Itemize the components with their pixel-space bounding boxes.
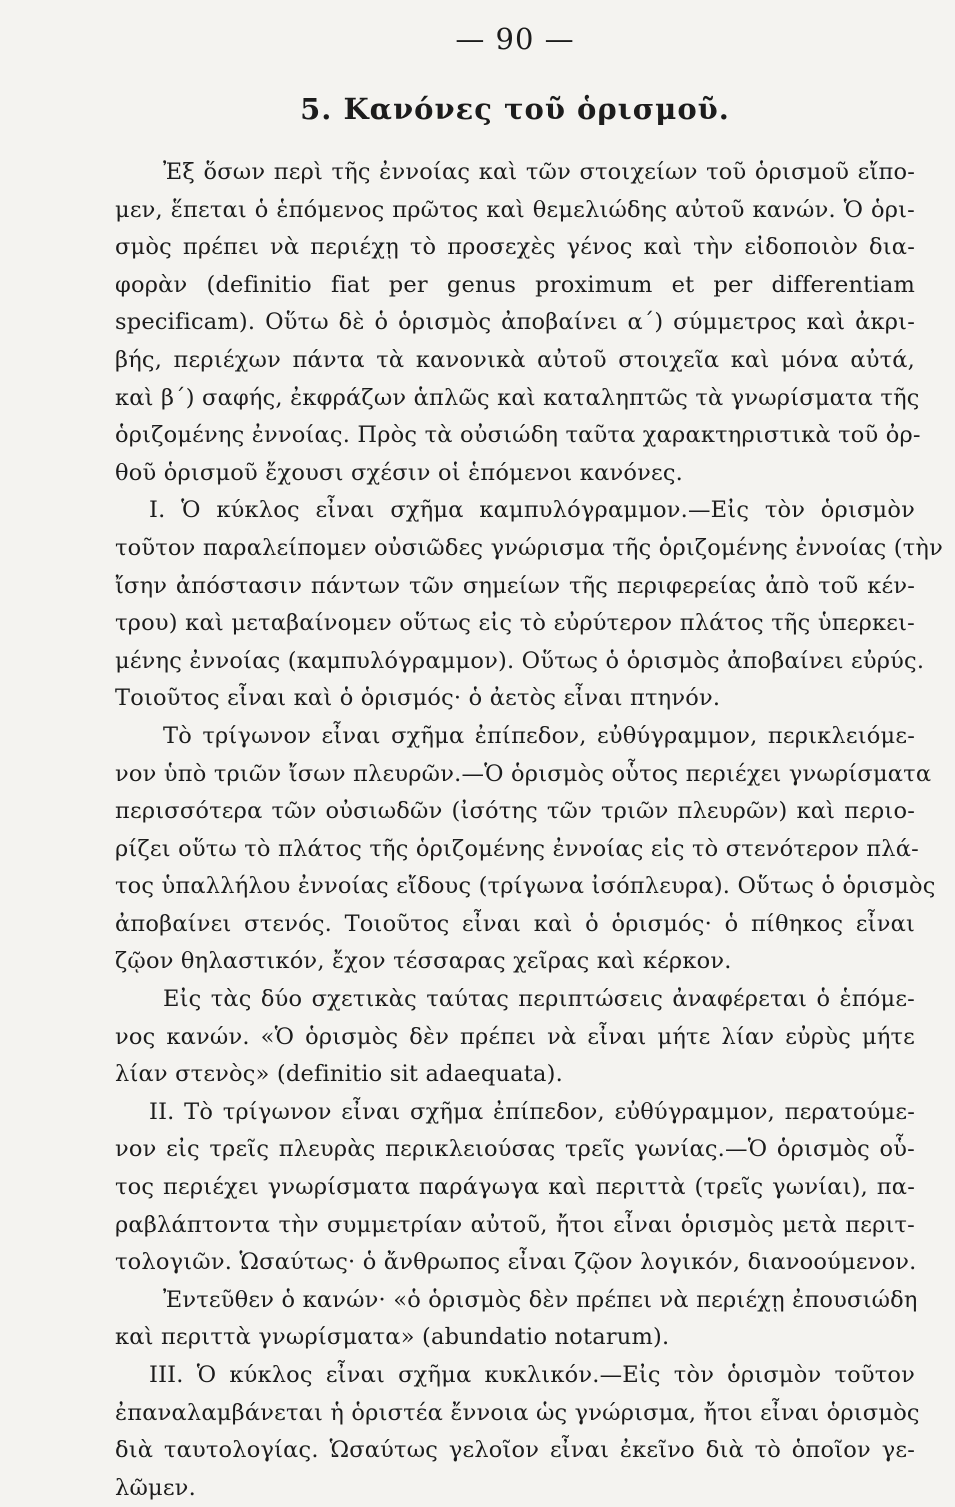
text-line: ἴσην ἀπόστασιν πάντων τῶν σημείων τῆς περιφερείας ἀπὸ τοῦ κέν-: [115, 572, 915, 599]
text-line: τος ὑπαλλήλου ἐννοίας εἴδους (τρίγωνα ἰσόπλευρα). Οὕτως ὁ ὁρισμὸς: [115, 873, 936, 900]
text-line: ρίζει οὕτω τὸ πλάτος τῆς ὁριζομένης ἐννοίας εἰς τὸ στενότερον πλά-: [115, 835, 919, 862]
text-line: καὶ β΄) σαφής, ἐκφράζων ἁπλῶς καὶ καταληπτῶς τὰ γνωρίσματα τῆς: [115, 384, 920, 411]
text-line: νον εἰς τρεῖς πλευρὰς περικλειούσας τρεῖς γωνίας.—Ὁ ὁρισμὸς οὗ-: [115, 1136, 915, 1163]
text-line: Ἐξ ὅσων περὶ τῆς ἐννοίας καὶ τῶν στοιχείων τοῦ ὁρισμοῦ εἴπο-: [163, 159, 915, 185]
text-line: βής, περιέχων πάντα τὰ κανονικὰ αὐτοῦ στοιχεῖα καὶ μόνα αὐτά,: [115, 346, 915, 373]
text-line: I. Ὁ κύκλος εἶναι σχῆμα καμπυλόγραμμον.—Εἰς τὸν ὁρισμὸν: [149, 497, 915, 524]
text-line: ραβλάπτοντα τὴν συμμετρίαν αὐτοῦ, ἤτοι εἶναι ὁρισμὸς μετὰ περιτ-: [115, 1211, 915, 1238]
text-line: Τὸ τρίγωνον εἶναι σχῆμα ἐπίπεδον, εὐθύγραμμον, περικλειόμε-: [163, 722, 915, 749]
text-line: μεν, ἕπεται ὁ ἑπόμενος πρῶτος καὶ θεμελιώδης αὐτοῦ κανών. Ὁ ὁρι-: [115, 196, 915, 223]
text-line: ἐπαναλαμβάνεται ἡ ὁριστέα ἔννοια ὡς γνώρισμα, ἤτοι εἶναι ὁρισμὸς: [115, 1399, 920, 1426]
text-line: φορὰν (definitio fiat per genus proximum et per differentiam: [115, 271, 915, 298]
text-line: ζῷον θηλαστικόν, ἔχον τέσσαρας χεῖρας καὶ κέρκον.: [115, 948, 732, 975]
text-line: σμὸς πρέπει νὰ περιέχῃ τὸ προσεχὲς γένος καὶ τὴν εἰδοποιὸν δια-: [115, 234, 915, 261]
text-line: II. Τὸ τρίγωνον εἶναι σχῆμα ἐπίπεδον, εὐθύγραμμον, περατούμε-: [149, 1098, 915, 1125]
text-line: μένης ἐννοίας (καμπυλόγραμμον). Οὕτως ὁ ὁρισμὸς ἀποβαίνει εὐρύς.: [115, 647, 925, 674]
text-line: Ἐντεῦθεν ὁ κανών· «ὁ ὁρισμὸς δὲν πρέπει νὰ περιέχῃ ἐπουσιώδη: [163, 1286, 918, 1313]
text-line: ἀποβαίνει στενός. Τοιοῦτος εἶναι καὶ ὁ ὁρισμός· ὁ πίθηκος εἶναι: [115, 910, 915, 937]
text-line: διὰ ταυτολογίας. Ὡσαύτως γελοῖον εἶναι ἐκεῖνο διὰ τὸ ὁποῖον γε-: [115, 1437, 915, 1464]
text-line: λῶμεν.: [115, 1474, 196, 1501]
text-line: ὁριζομένης ἐννοίας. Πρὸς τὰ οὐσιώδη ταῦτα χαρακτηριστικὰ τοῦ ὀρ-: [115, 422, 921, 449]
text-line: καὶ περιττὰ γνωρίσματα» (abundatio notarum).: [115, 1324, 670, 1351]
text-line: Εἰς τὰς δύο σχετικὰς ταύτας περιπτώσεις ἀναφέρεται ὁ ἑπόμε-: [163, 986, 915, 1013]
text-line: τοῦτον παραλείπομεν οὐσιῶδες γνώρισμα τῆς ὁριζομένης ἐννοίας (τὴν: [115, 534, 943, 561]
text-line: περισσότερα τῶν οὐσιωδῶν (ἰσότης τῶν τριῶν πλευρῶν) καὶ περιο-: [115, 798, 915, 825]
section-title: 5. Κανόνες τοῦ ὁρισμοῦ.: [300, 92, 730, 126]
text-line: III. Ὁ κύκλος εἶναι σχῆμα κυκλικόν.—Εἰς τὸν ὁρισμὸν τοῦτον: [149, 1362, 915, 1388]
text-line: νος κανών. «Ὁ ὁρισμὸς δὲν πρέπει νὰ εἶναι μήτε λίαν εὐρὺς μήτε: [115, 1023, 915, 1050]
text-line: νον ὑπὸ τριῶν ἴσων πλευρῶν.—Ὁ ὁρισμὸς οὗτος περιέχει γνωρίσματα: [115, 760, 932, 787]
text-line: τρου) καὶ μεταβαίνομεν οὕτως εἰς τὸ εὐρύτερον πλάτος τῆς ὑπερκει-: [115, 610, 915, 637]
text-line: τος περιέχει γνωρίσματα παράγωγα καὶ περιττὰ (τρεῖς γωνίαι), πα-: [115, 1174, 915, 1201]
body-text: [115, 154, 943, 1507]
text-line: specificam). Οὕτω δὲ ὁ ὁρισμὸς ἀποβαίνει α΄) σύμμετρος καὶ ἀκρι-: [115, 309, 915, 336]
text-line: τολογιῶν. Ὡσαύτως· ὁ ἄνθρωπος εἶναι ζῷον λογικόν, διανοούμενον.: [115, 1249, 917, 1276]
text-line: θοῦ ὁρισμοῦ ἔχουσι σχέσιν οἱ ἑπόμενοι κανόνες.: [115, 459, 683, 486]
text-line: Τοιοῦτος εἶναι καὶ ὁ ὁρισμός· ὁ ἀετὸς εἶναι πτηνόν.: [115, 685, 721, 712]
text-line: λίαν στενὸς» (definitio sit adaequata).: [115, 1061, 563, 1088]
page-number: — 90 —: [455, 22, 575, 56]
